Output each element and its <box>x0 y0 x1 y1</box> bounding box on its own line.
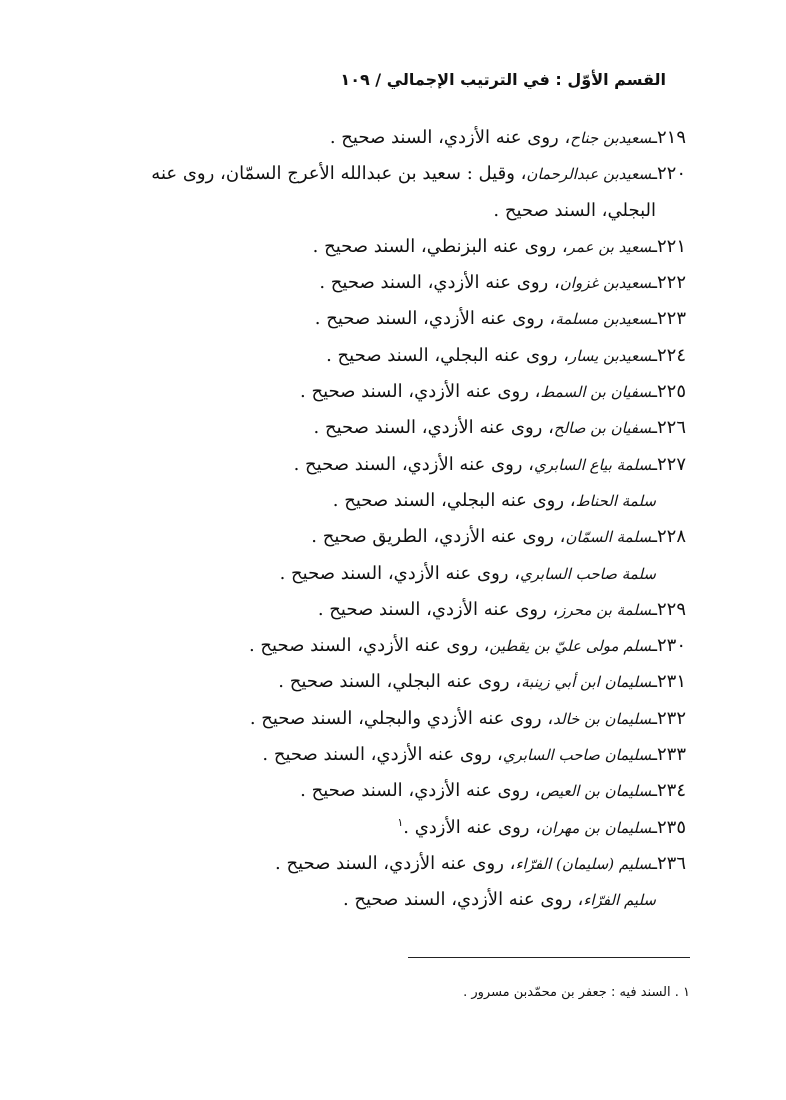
entry-text: ، روى عنه الأزدي، السند صحيح . <box>319 272 560 294</box>
narrator-name: سلم مولى عليّ بن يقطين <box>489 637 652 656</box>
narrator-name: سعيدبن يسار <box>568 346 652 365</box>
list-item <box>86 664 686 700</box>
list-item <box>86 519 686 555</box>
narrator-name: سلمة بن محرز <box>558 600 652 619</box>
narrator-name: سعيدبن غزوان <box>559 274 652 293</box>
entry-number: ٢٣٥ـ <box>651 816 686 838</box>
entry-text: ، روى عنه الأزدي، السند صحيح . <box>293 453 534 475</box>
list-subitem <box>86 556 686 592</box>
narrator-name: سعيدبن مسلمة <box>555 310 652 329</box>
entry-text: ، روى عنه الأزدي، السند صحيح . <box>279 562 521 584</box>
list-item <box>86 592 686 628</box>
list-item <box>86 810 686 846</box>
narrator-name: سليم (سليمان) الفرّاء <box>515 854 652 873</box>
entry-number: ٢٢٠ـ <box>651 163 686 185</box>
narrator-name: سليمان بن العيص <box>540 782 652 801</box>
entry-text: ، روى عنه الأزدي، الطريق صحيح . <box>311 526 566 548</box>
footnote-marker: ١ <box>397 815 404 829</box>
entry-text: ، روى عنه البجلي، السند صحيح . <box>332 489 576 511</box>
entry-text: ، روى عنه الأزدي، السند صحيح . <box>300 381 541 403</box>
list-subitem <box>86 882 686 918</box>
narrator-name: سلمة الحناط <box>575 491 656 510</box>
narrator-name: سعيد بن عمر <box>567 237 652 256</box>
list-subitem <box>86 483 686 519</box>
entry-text: ، روى عنه الأزدي، السند صحيح . <box>248 635 490 657</box>
list-item <box>86 410 686 446</box>
entry-number: ٢١٩ـ <box>651 127 686 148</box>
narrator-name: سفيان بن السمط <box>540 383 652 402</box>
entry-text: ، روى عنه البزنطي، السند صحيح . <box>312 235 568 257</box>
entry-number: ٢٣٣ـ <box>651 744 686 766</box>
list-item <box>86 156 686 192</box>
footnote: ١ . السند فيه : جعفر بن محمّدبن مسرور . <box>463 985 690 1000</box>
entry-text: ، روى عنه البجلي، السند صحيح . <box>326 344 569 366</box>
list-item <box>86 374 686 410</box>
entry-text: ، روى عنه الأزدي، السند صحيح . <box>329 127 571 148</box>
list-item <box>86 265 686 301</box>
narrator-name: سليمان بن خالد <box>553 709 652 728</box>
entry-text: ، روى عنه الأزدي، السند صحيح . <box>262 744 503 766</box>
list-item <box>86 846 686 882</box>
entry-text: ، روى عنه الأزدي، السند صحيح . <box>300 780 541 802</box>
entry-number: ٢٢٣ـ <box>651 308 686 330</box>
running-header: القسم الأوّل : في الترتيب الإجمالي / ١٠٩ <box>340 70 666 89</box>
entry-text: ، روى عنه الأزدي والبجلي، السند صحيح . <box>249 707 554 729</box>
list-item <box>86 737 686 773</box>
entry-text: ، روى عنه الأزدي، السند صحيح . <box>317 598 559 620</box>
footnote-divider <box>408 957 690 958</box>
entry-text: ، روى عنه الأزدي . <box>403 816 542 838</box>
entry-text: البجلي، السند صحيح . <box>493 199 656 221</box>
narrator-name: سعيدبن جناح <box>570 129 652 147</box>
narrator-name: سلمة السمّان <box>565 528 652 547</box>
entry-number: ٢٢٨ـ <box>651 526 686 548</box>
entry-number: ٢٣٢ـ <box>651 707 686 729</box>
list-item <box>86 338 686 374</box>
list-item <box>86 701 686 737</box>
entry-number: ٢٢١ـ <box>651 235 686 257</box>
list-item-continuation <box>86 193 686 229</box>
entry-number: ٢٢٤ـ <box>651 344 686 366</box>
entry-number: ٢٢٥ـ <box>651 381 686 403</box>
list-item <box>86 120 686 156</box>
narrator-name: سفيان بن صالح <box>553 419 652 438</box>
list-item <box>86 447 686 483</box>
list-item <box>86 229 686 265</box>
narrator-name: سليمان بن مهران <box>541 818 652 837</box>
entry-number: ٢٢٩ـ <box>651 598 686 620</box>
entry-list <box>86 120 686 919</box>
narrator-name: سليم الفرّاء <box>583 891 656 910</box>
entry-text: ، روى عنه الأزدي، السند صحيح . <box>342 889 584 911</box>
entry-text: ، روى عنه الأزدي، السند صحيح . <box>313 417 554 439</box>
entry-number: ٢٣١ـ <box>651 671 686 693</box>
narrator-name: سليمان صاحب السابري <box>502 746 652 765</box>
entry-number: ٢٣٤ـ <box>651 780 686 802</box>
entry-text: ، وقيل : سعيد بن عبدالله الأعرج السمّان، روى عنه <box>151 163 527 185</box>
entry-text: ، روى عنه الأزدي، السند صحيح . <box>314 308 556 330</box>
entry-number: ٢٢٦ـ <box>651 417 686 439</box>
list-item <box>86 773 686 809</box>
narrator-name: سلمة بياع السابري <box>534 455 652 474</box>
list-item <box>86 301 686 337</box>
narrator-name: سعيدبن عبدالرحمان <box>526 165 652 184</box>
narrator-name: سليمان ابن أبي زينبة <box>521 673 652 692</box>
entry-number: ٢٣٠ـ <box>651 635 686 657</box>
narrator-name: سلمة صاحب السابري <box>520 564 656 583</box>
entry-number: ٢٢٧ـ <box>651 453 686 475</box>
entry-text: ، روى عنه الأزدي، السند صحيح . <box>275 852 516 874</box>
entry-number: ٢٣٦ـ <box>651 852 686 874</box>
entry-number: ٢٢٢ـ <box>651 272 686 294</box>
entry-text: ، روى عنه البجلي، السند صحيح . <box>278 671 522 693</box>
list-item <box>86 628 686 664</box>
